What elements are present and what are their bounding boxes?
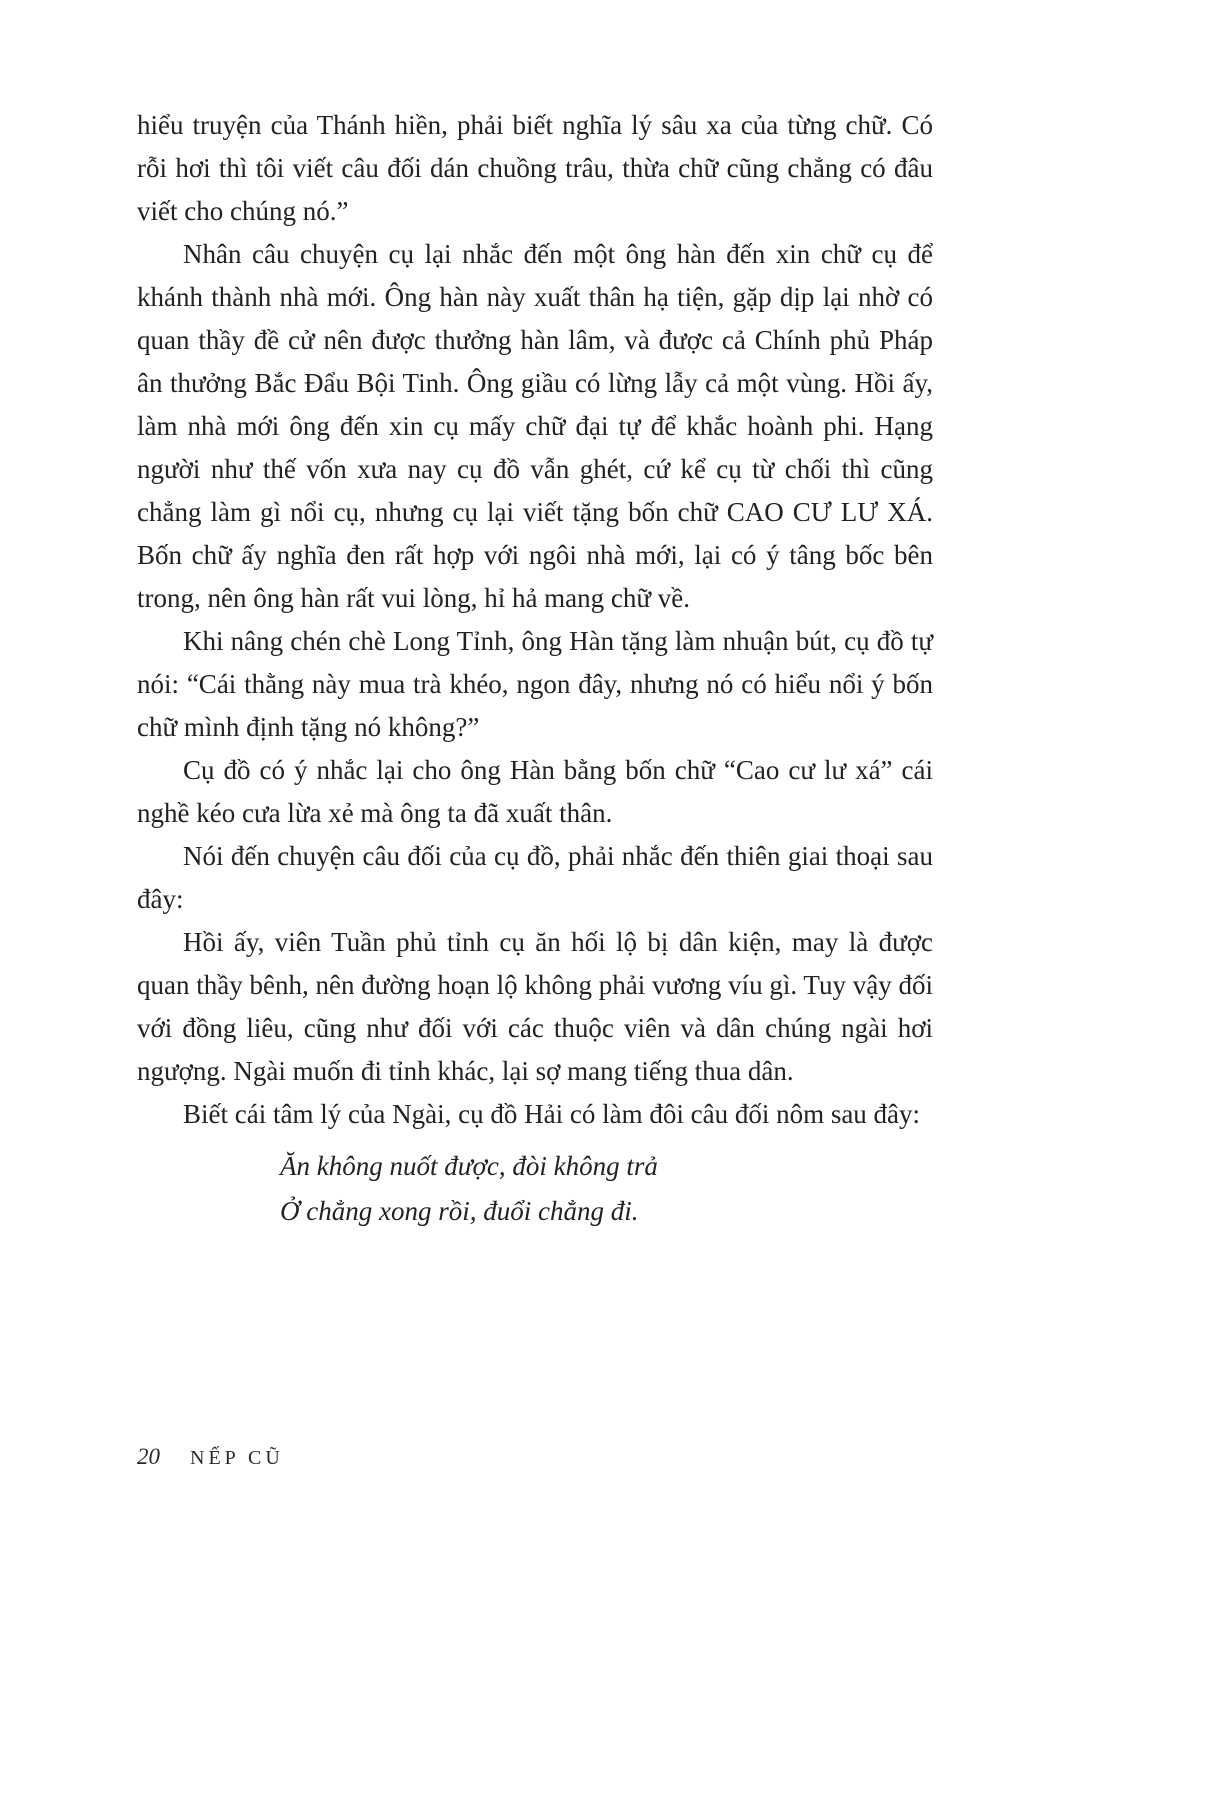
verse-line: Ở chẳng xong rồi, đuổi chẳng đi. <box>280 1196 639 1226</box>
paragraph: Biết cái tâm lý của Ngài, cụ đồ Hải có làm đôi câu đối nôm sau đây: <box>183 1099 921 1129</box>
page-number: 20 <box>137 1444 160 1469</box>
paragraph: Nhân câu chuyện cụ lại nhắc đến một ông hàn đến xin chữ cụ để khánh thành nhà mới. Ông hàn này xuất thân hạ tiện, gặp dịp lại nhờ có quan thầy đề cử nên được thưởng hàn lâm, và được cả Chính phủ Pháp ân thưởng Bắc Đẩu Bội Tinh. Ông giầu có lừng lẫy cả một vùng. Hồi ấy, làm nhà mới ông đến xin cụ mấy chữ đại tự để khắc hoành phi. Hạng người như thế vốn xưa nay cụ đồ vẫn ghét, cứ kể cụ từ chối thì cũng chẳng làm gì nổi cụ, nhưng cụ lại viết tặng bốn chữ CAO CƯ LƯ XÁ. Bốn chữ ấy nghĩa đen rất hợp với ngôi nhà mới, lại có ý tâng bốc bên trong, nên ông hàn rất vui lòng, hỉ hả mang chữ về. <box>137 239 933 613</box>
paragraph: Khi nâng chén chè Long Tỉnh, ông Hàn tặng làm nhuận bút, cụ đồ tự nói: “Cái thằng này mua trà khéo, ngon đây, nhưng nó có hiểu nổi ý bốn chữ mình định tặng nó không?” <box>137 626 933 742</box>
paragraph: Cụ đồ có ý nhắc lại cho ông Hàn bằng bốn chữ “Cao cư lư xá” cái nghề kéo cưa lừa xẻ mà ông ta đã xuất thân. <box>137 755 933 828</box>
verse-line: Ăn không nuốt được, đòi không trả <box>280 1151 658 1181</box>
paragraph: Hồi ấy, viên Tuần phủ tỉnh cụ ăn hối lộ bị dân kiện, may là được quan thầy bênh, nên đường hoạn lộ không phải vương víu gì. Tuy vậy đối với đồng liêu, cũng như đối với các thuộc viên và dân chúng ngài hơi ngượng. Ngài muốn đi tỉnh khác, lại sợ mang tiếng thua dân. <box>137 927 933 1086</box>
paragraph: Nói đến chuyện câu đối của cụ đồ, phải nhắc đến thiên giai thoại sau đây: <box>137 841 933 914</box>
running-title: NẾP CŨ <box>190 1447 284 1469</box>
couplet-verse <box>137 1144 933 1234</box>
text-block <box>137 104 933 1234</box>
paragraph: hiểu truyện của Thánh hiền, phải biết nghĩa lý sâu xa của từng chữ. Có rỗi hơi thì tôi viết câu đối dán chuồng trâu, thừa chữ cũng chẳng có đâu viết cho chúng nó.” <box>137 110 933 226</box>
page-footer <box>137 1444 933 1470</box>
